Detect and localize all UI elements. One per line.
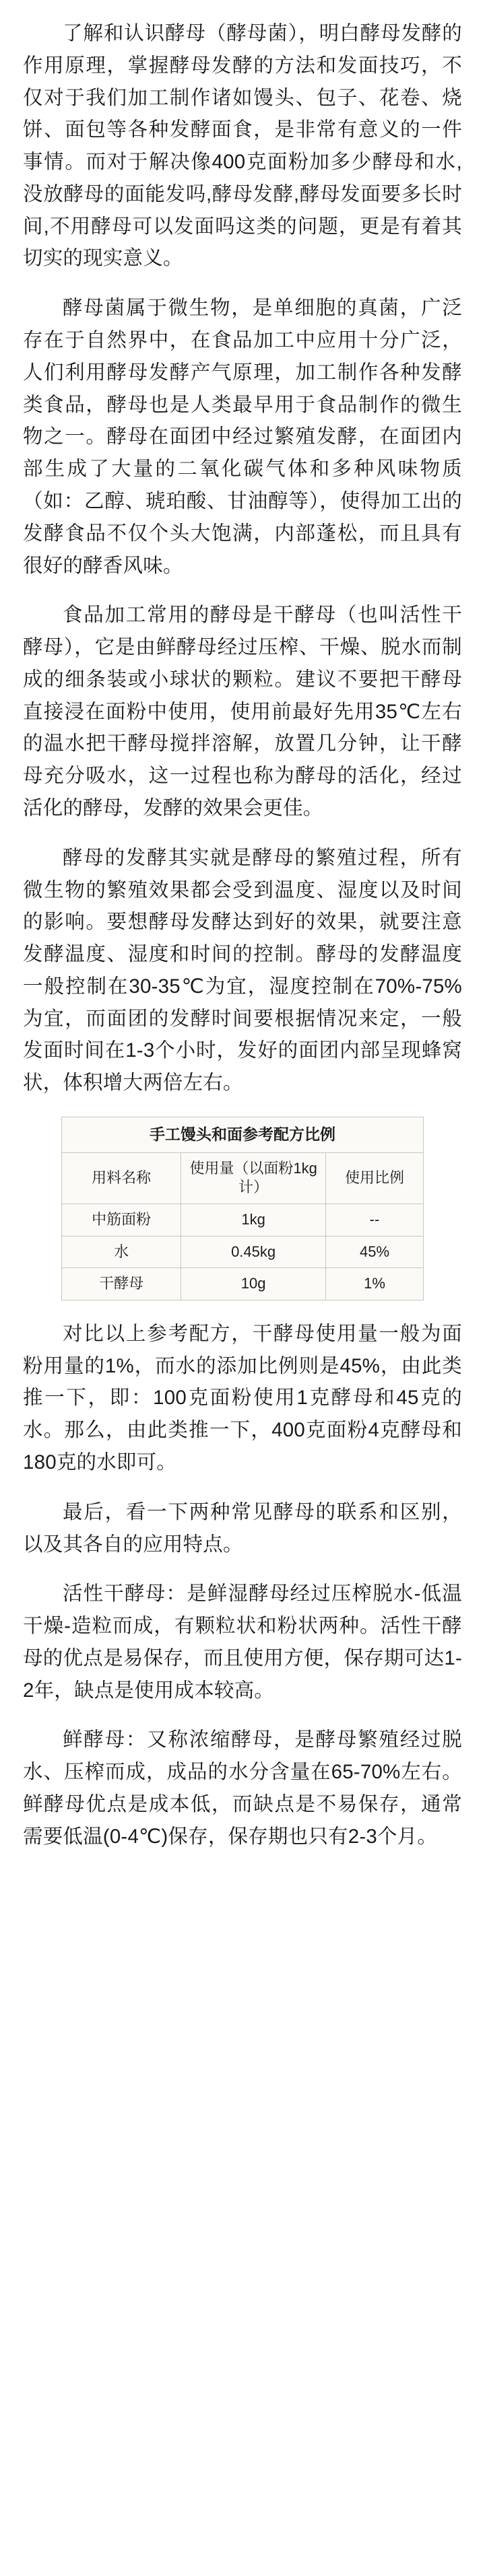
table-cell-material: 水 [62,1236,181,1268]
table-header-row [62,1152,424,1204]
paragraph-8: 鲜酵母：又称浓缩酵母，是酵母繁殖经过脱水、压榨而成，成品的水分含量在65-70%左右。鲜酵母优点是成本低，而缺点是不易保存，通常需要低温(0-4℃)保存，保存期也只有2-3个月。 [23,1729,462,1848]
table-cell-ratio: -- [326,1204,424,1237]
table-cell-ratio: 45% [326,1236,424,1268]
recipe-table [61,1117,424,1300]
recipe-table-wrapper [23,1117,462,1300]
table-cell-ratio: 1% [326,1268,424,1300]
table-cell-material: 中筋面粉 [62,1204,181,1237]
table-header-cell-amount: 使用量（以面粉1kg计） [181,1152,326,1204]
table-cell-amount: 1kg [181,1204,326,1237]
paragraph-3: 食品加工常用的酵母是干酵母（也叫活性干酵母），它是由鲜酵母经过压榨、干燥、脱水而制成的细条装或小球状的颗粒。建议不要把干酵母直接浸在面粉中使用，使用前最好先用35℃左右的温水把干酵母搅拌溶解，放置几分钟，让干酵母充分吸水，这一过程也称为酵母的活化，经过活化的酵母，发酵的效果会更佳。 [23,604,462,819]
table-title-row [62,1117,424,1153]
table-row [62,1204,424,1237]
paragraph-4: 酵母的发酵其实就是酵母的繁殖过程，所有微生物的繁殖效果都会受到温度、湿度以及时间的影响。要想酵母发酵达到好的效果，就要注意发酵温度、湿度和时间的控制。酵母的发酵温度一般控制在30-35℃为宜，湿度控制在70%-75%为宜，而面团的发酵时间要根据情况来定，一般发面时间在1-3个小时，发好的面团内部呈现蜂窝状，体积增大两倍左右。 [23,846,462,1094]
table-row [62,1268,424,1300]
paragraph-7: 活性干酵母：是鲜湿酵母经过压榨脱水-低温干燥-造粒而成，有颗粒状和粉状两种。活性干酵母的优点是易保存，而且使用方便，保存期可达1-2年，缺点是使用成本较高。 [23,1582,462,1702]
paragraph-5: 对比以上参考配方，干酵母使用量一般为面粉用量的1%，而水的添加比例则是45%，由此类推一下，即：100克面粉使用1克酵母和45克的水。那么，由此类推一下，400克面粉4克酵母和180克的水即可。 [23,1322,462,1473]
table-title: 手工馒头和面参考配方比例 [62,1117,424,1153]
paragraph-1: 了解和认识酵母（酵母菌），明白酵母发酵的作用原理，掌握酵母发酵的方法和发面技巧，不仅对于我们加工制作诸如馒头、包子、花卷、烧饼、面包等各种发酵面食，是非常有意义的一件事情。而对于解决像400克面粉加多少酵母和水,没放酵母的面能发吗,酵母发酵,酵母发面要多长时间,不用酵母可以发面吗这类的问题，更是有着其切实的现实意义。 [23,22,462,270]
table-header-cell-material: 用料名称 [62,1152,181,1204]
table-cell-amount: 10g [181,1268,326,1300]
table-cell-material: 干酵母 [62,1268,181,1300]
paragraph-6: 最后，看一下两种常见酵母的联系和区别，以及其各自的应用特点。 [23,1500,462,1556]
table-row [62,1236,424,1268]
paragraph-2: 酵母菌属于微生物，是单细胞的真菌，广泛存在于自然界中，在食品加工中应用十分广泛，人们利用酵母发酵产气原理，加工制作各种发酵类食品，酵母也是人类最早用于食品制作的微生物之一。酵母在面团中经过繁殖发酵，在面团内部生成了大量的二氧化碳气体和多种风味物质（如：乙醇、琥珀酸、甘油醇等），使得加工出的发酵食品不仅个头大饱满，内部蓬松，而且具有很好的酵香风味。 [23,297,462,577]
table-cell-amount: 0.45kg [181,1236,326,1268]
table-header-cell-ratio: 使用比例 [326,1152,424,1204]
